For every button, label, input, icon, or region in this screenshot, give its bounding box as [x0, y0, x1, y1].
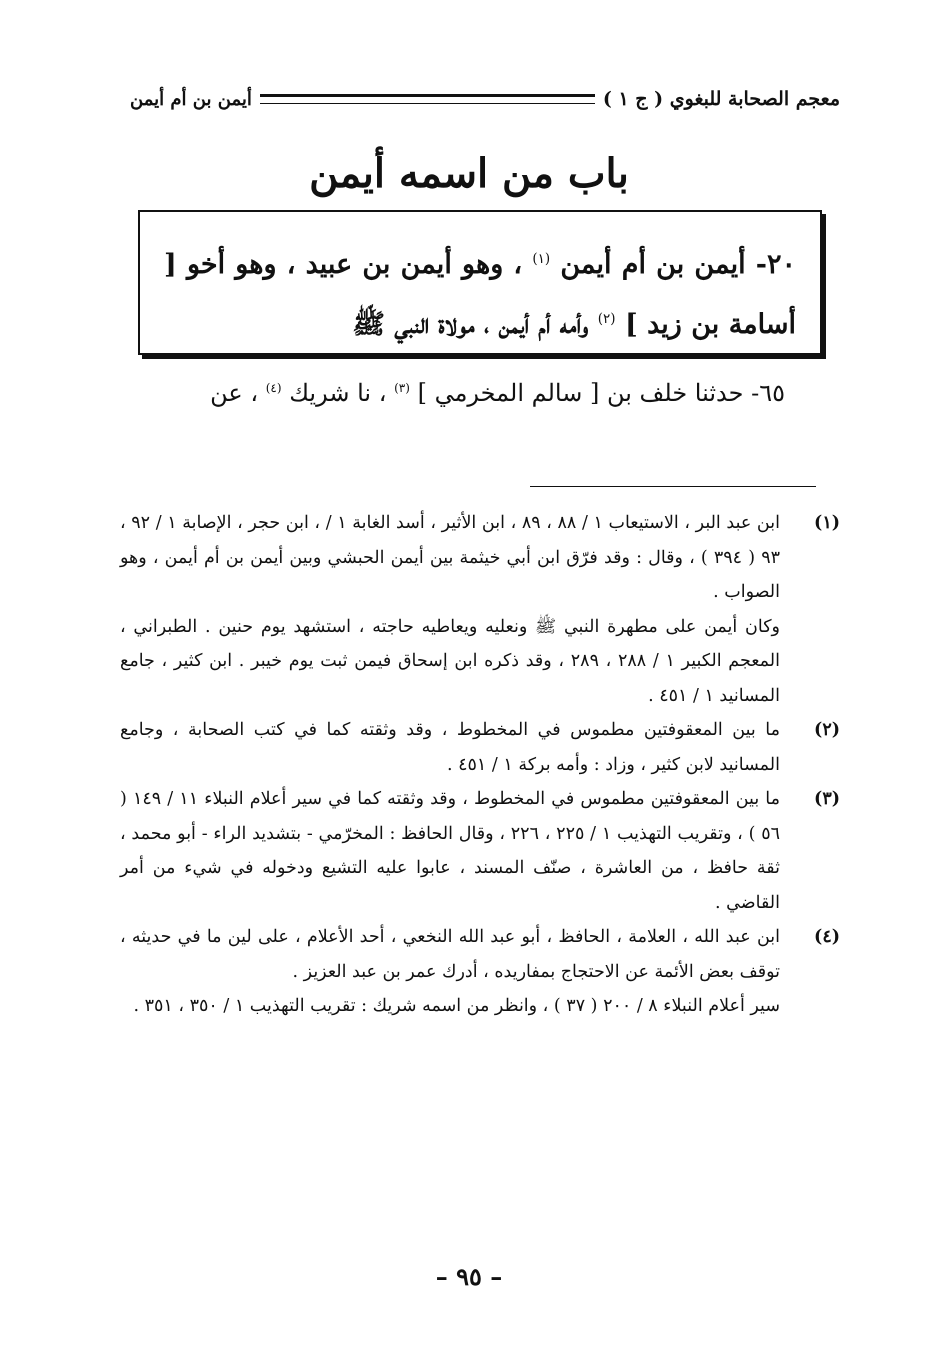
footnote-number: (٤) [814, 927, 840, 947]
hadith-text-1: ٦٥- حدثنا خلف بن [ سالم المخرمي ] [417, 379, 785, 407]
footnote-paragraph: وكان أيمن على مطهرة النبي ﷺ ونعليه ويعاطيه حاجته ، استشهد يوم حنين . الطبراني ، المعجم الكبير ١ / ٢٨٨ ، ٢٨٩ ، وقد ذكره ابن إسحاق فيمن ثبت يوم خيبر . ابن كثير ، جامع المسانيد ١ / ٤٥١ . [120, 616, 780, 706]
footnote-1 [120, 506, 840, 713]
footnote-ref-4[interactable]: (٤) [265, 381, 282, 395]
hadith-text-3: ، عن [210, 379, 259, 407]
footnote-paragraph: ما بين المعقوفتين مطموس في المخطوط ، وقد وثقته كما في كتب الصحابة ، وجامع المسانيد لابن كثير ، وزاد : وأمه بركة ١ / ٤٥١ . [120, 720, 780, 775]
footnote-2 [120, 713, 840, 782]
footnote-separator [530, 486, 816, 487]
page-number: – ٩٥ – [435, 1262, 503, 1291]
chapter-title: باب من اسمه أيمن [309, 150, 629, 197]
footnote-number: (١) [814, 513, 840, 533]
footnote-paragraph: ما بين المعقوفتين مطموس في المخطوط ، وقد وثقته كما في سير أعلام النبلاء ١١ / ١٤٩ ( ٥٦ ) ، وتقريب التهذيب ١ / ٢٢٥ ، ٢٢٦ ، وقال الحافظ : المخرّمي - بتشديد الراء - أبو محمد ، ثقة حافظ ، من العاشرة ، صنّف المسند ، عابوا عليه التشيع ودخوله في شيء من أمر القاضي . [120, 789, 781, 913]
running-header-entry-name: أيمن بن أم أيمن [130, 88, 252, 110]
running-header-rule [260, 94, 595, 104]
footnote-body [120, 506, 780, 713]
entry-heading-box [138, 210, 822, 355]
hadith-text [125, 368, 785, 413]
footnote-paragraph: ابن عبد البر ، الاستيعاب ١ / ٨٨ ، ٨٩ ، ابن الأثير ، أسد الغابة ١ / ، ابن حجر ، الإصابة ١ / ٩٢ ، ٩٣ ( ٣٩٤ ) ، وقال : وقد فرّق ابن أبي خيثمة بين أيمن الحبشي وبين أيمن بن أم أيمن ، وهو الصواب . [120, 513, 780, 602]
entry-heading-text-1: ٢٠- أيمن بن أم أيمن [560, 249, 797, 280]
footnote-paragraph: سير أعلام النبلاء ٨ / ٢٠٠ ( ٣٧ ) ، وانظر من اسمه شريك : تقريب التهذيب ١ / ٣٥٠ ، ٣٥١ . [133, 996, 780, 1016]
running-header-book-title: معجم الصحابة للبغوي ( ج ١ ) [602, 88, 840, 110]
entry-heading-text-2: ، وهو أيمن بن عبيد ، وهو أخو [ أسامة بن زيد ] [164, 249, 796, 340]
footnote-3 [120, 782, 840, 920]
footnote-ref-1[interactable]: (١) [532, 251, 551, 267]
footnote-ref-2[interactable]: (٢) [597, 311, 616, 327]
footnote-ref-3[interactable]: (٣) [394, 381, 410, 395]
footnote-body [120, 920, 780, 1024]
running-header [130, 84, 840, 114]
hadith-text-2: ، نا شريك [289, 379, 387, 407]
footnote-paragraph: ابن عبد الله ، العلامة ، الحافظ ، أبو عبد الله النخعي ، أحد الأعلام ، على لين ما في حديثه ، توقف بعض الأئمة عن الاحتجاج بمفاريده ، أدرك عمر بن عبد العزيز . [120, 927, 780, 982]
footnote-body [120, 713, 780, 782]
entry-heading-text-3: وأمه أم أيمن ، مولاة النبي ﷺ [352, 309, 589, 340]
footnote-4 [120, 920, 840, 1024]
footnote-number: (٣) [814, 789, 840, 809]
footnote-number: (٢) [814, 720, 840, 740]
footnote-body [120, 782, 780, 920]
footnotes [120, 506, 840, 1024]
